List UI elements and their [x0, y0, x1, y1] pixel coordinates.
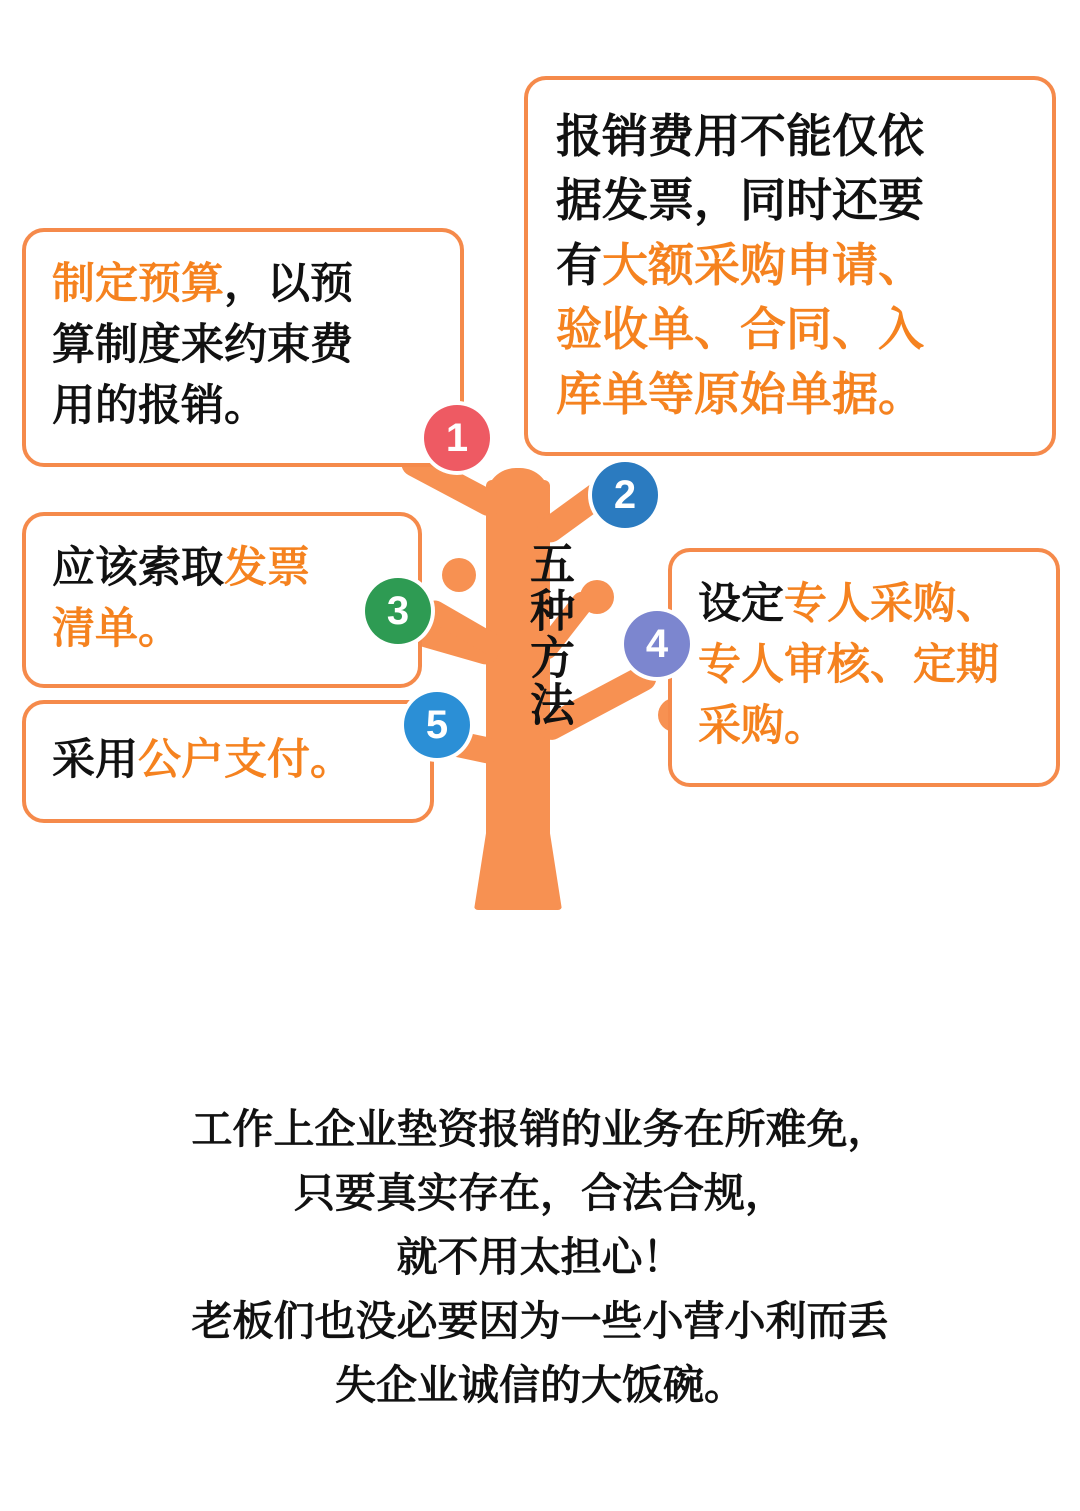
callout-box-3	[22, 512, 422, 688]
box-2-line-2: 据发票，同时还要	[556, 174, 924, 227]
box-3-line-1-highlight: 发票	[224, 544, 310, 592]
box-2-line-1: 报销费用不能仅依	[556, 110, 924, 162]
badge-3: 3	[365, 578, 431, 644]
center-label: 五种方法	[523, 540, 574, 728]
box-3-line-1	[52, 538, 392, 599]
footer-line-4: 老板们也没必要因为一些小营小利而丢	[191, 1297, 889, 1344]
box-1-highlight: 制定预算	[52, 260, 224, 308]
box-1-line-1-rest: ，以预	[224, 260, 353, 308]
box-4-line-1	[698, 574, 1032, 635]
callout-box-5	[22, 700, 434, 823]
box-4-line-3: 采购。	[698, 702, 827, 751]
tree-node-dot-left	[442, 558, 476, 592]
box-2-line-3	[556, 233, 1026, 297]
callout-box-4	[668, 548, 1060, 787]
box-4-line-1-highlight: 专人采购、	[784, 580, 999, 628]
box-4-line-2: 专人审核、定期	[698, 641, 999, 690]
box-5-line-1-plain: 采用	[52, 736, 138, 784]
badge-1: 1	[424, 405, 490, 471]
box-3-line-2: 清单。	[52, 605, 181, 654]
box-1-line-1	[52, 254, 434, 315]
box-1-line-3: 用的报销。	[52, 382, 267, 431]
tree-trunk-base	[474, 820, 562, 910]
footer-line-3: 就不用太担心！	[396, 1233, 684, 1280]
box-2-line-5: 库单等原始单据。	[556, 367, 924, 420]
box-2-line-3-highlight: 大额采购申请、	[602, 238, 924, 291]
callout-box-2	[524, 76, 1056, 456]
footer-line-2: 只要真实存在，合法合规，	[294, 1169, 786, 1216]
box-5-line-1-highlight: 公户支付。	[138, 736, 353, 784]
box-2-line-4: 验收单、合同、入	[556, 303, 924, 356]
tree-node-dot-right	[580, 580, 614, 614]
badge-2: 2	[592, 462, 658, 528]
box-2-line-3-plain: 有	[556, 238, 602, 291]
box-3-line-1-plain: 应该索取	[52, 544, 224, 592]
footer-line-5: 失企业诚信的大饭碗。	[335, 1361, 745, 1408]
box-5-line-1	[52, 730, 404, 791]
footer-line-1: 工作上企业垫资报销的业务在所难免，	[191, 1106, 889, 1152]
badge-4: 4	[624, 611, 690, 677]
callout-box-1	[22, 228, 464, 467]
box-4-line-1-plain: 设定	[698, 580, 784, 628]
footer-paragraph	[0, 1098, 1080, 1418]
badge-5: 5	[404, 692, 470, 758]
box-1-line-2: 算制度来约束费	[52, 321, 353, 370]
